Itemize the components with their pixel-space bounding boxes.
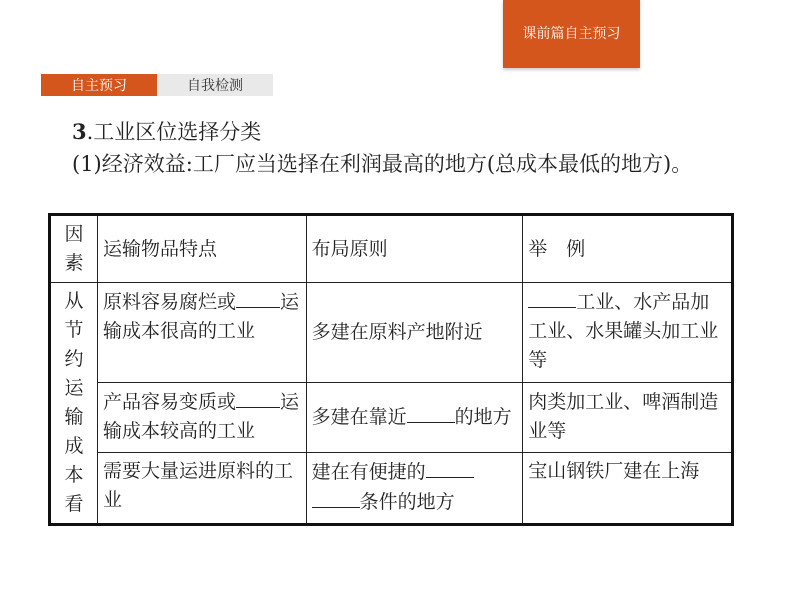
- location-table: [48, 213, 734, 526]
- fill-blank[interactable]: [407, 402, 455, 423]
- section-corner-tab: 课前篇自主预习: [503, 0, 640, 68]
- table-row: [50, 283, 733, 383]
- fill-blank[interactable]: [258, 287, 280, 308]
- row1-principle: 多建在原料产地附近: [306, 283, 523, 383]
- row1-feature: [97, 283, 306, 383]
- row3-principle-a: 建在有便捷的: [311, 460, 426, 483]
- fill-blank[interactable]: [528, 287, 576, 308]
- fill-blank[interactable]: [258, 387, 280, 408]
- header-factor-label: 因素: [64, 223, 84, 274]
- row1-example-b: 工业、水产品加工业、水果罐头加工业等: [528, 291, 719, 371]
- row3-example: 宝山钢铁厂建在上海: [523, 452, 733, 524]
- row2-feature: [97, 382, 306, 452]
- row3-principle-b: 条件的地方: [359, 490, 455, 513]
- fill-blank[interactable]: [236, 287, 258, 308]
- row1-feature-b: 运输成本很高的工业: [102, 291, 299, 342]
- tab-self-check[interactable]: 自我检测: [187, 78, 243, 94]
- section-heading: [72, 116, 261, 146]
- row1-feature-a: 原料容易腐烂或: [102, 291, 236, 313]
- table-header-row: [50, 215, 733, 283]
- section-number: 3: [72, 119, 87, 144]
- tab-strip: [41, 74, 273, 96]
- fill-blank[interactable]: [236, 387, 258, 408]
- intro-text: (1)经济效益:工厂应当选择在利润最高的地方(总成本最低的地方)。: [72, 152, 693, 176]
- header-principle: 布局原则: [306, 215, 523, 283]
- table-row: [50, 382, 733, 452]
- row3-feature: 需要大量运进原料的工业: [97, 452, 306, 524]
- tab-self-preview[interactable]: 自主预习: [41, 74, 157, 96]
- fill-blank[interactable]: [426, 457, 474, 478]
- row2-principle: [306, 382, 523, 452]
- header-example: 举 例: [523, 215, 733, 283]
- intro-paragraph: [72, 149, 732, 179]
- factor-cell: 从节约运输成本看: [50, 283, 98, 525]
- row3-principle: [306, 452, 523, 524]
- fill-blank[interactable]: [312, 487, 360, 508]
- section-title: .工业区位选择分类: [86, 120, 262, 144]
- row2-example: 肉类加工业、啤酒制造业等: [523, 382, 733, 452]
- table-row: [50, 452, 733, 524]
- row1-example: [523, 283, 733, 383]
- row2-principle-a: 多建在靠近: [311, 406, 407, 429]
- header-feature: 运输物品特点: [97, 215, 306, 283]
- row2-feature-a: 产品容易变质或: [102, 390, 236, 413]
- row2-feature-b: 运输成本较高的工业: [102, 390, 299, 442]
- row2-principle-b: 的地方: [454, 406, 512, 429]
- header-factor: [50, 215, 98, 283]
